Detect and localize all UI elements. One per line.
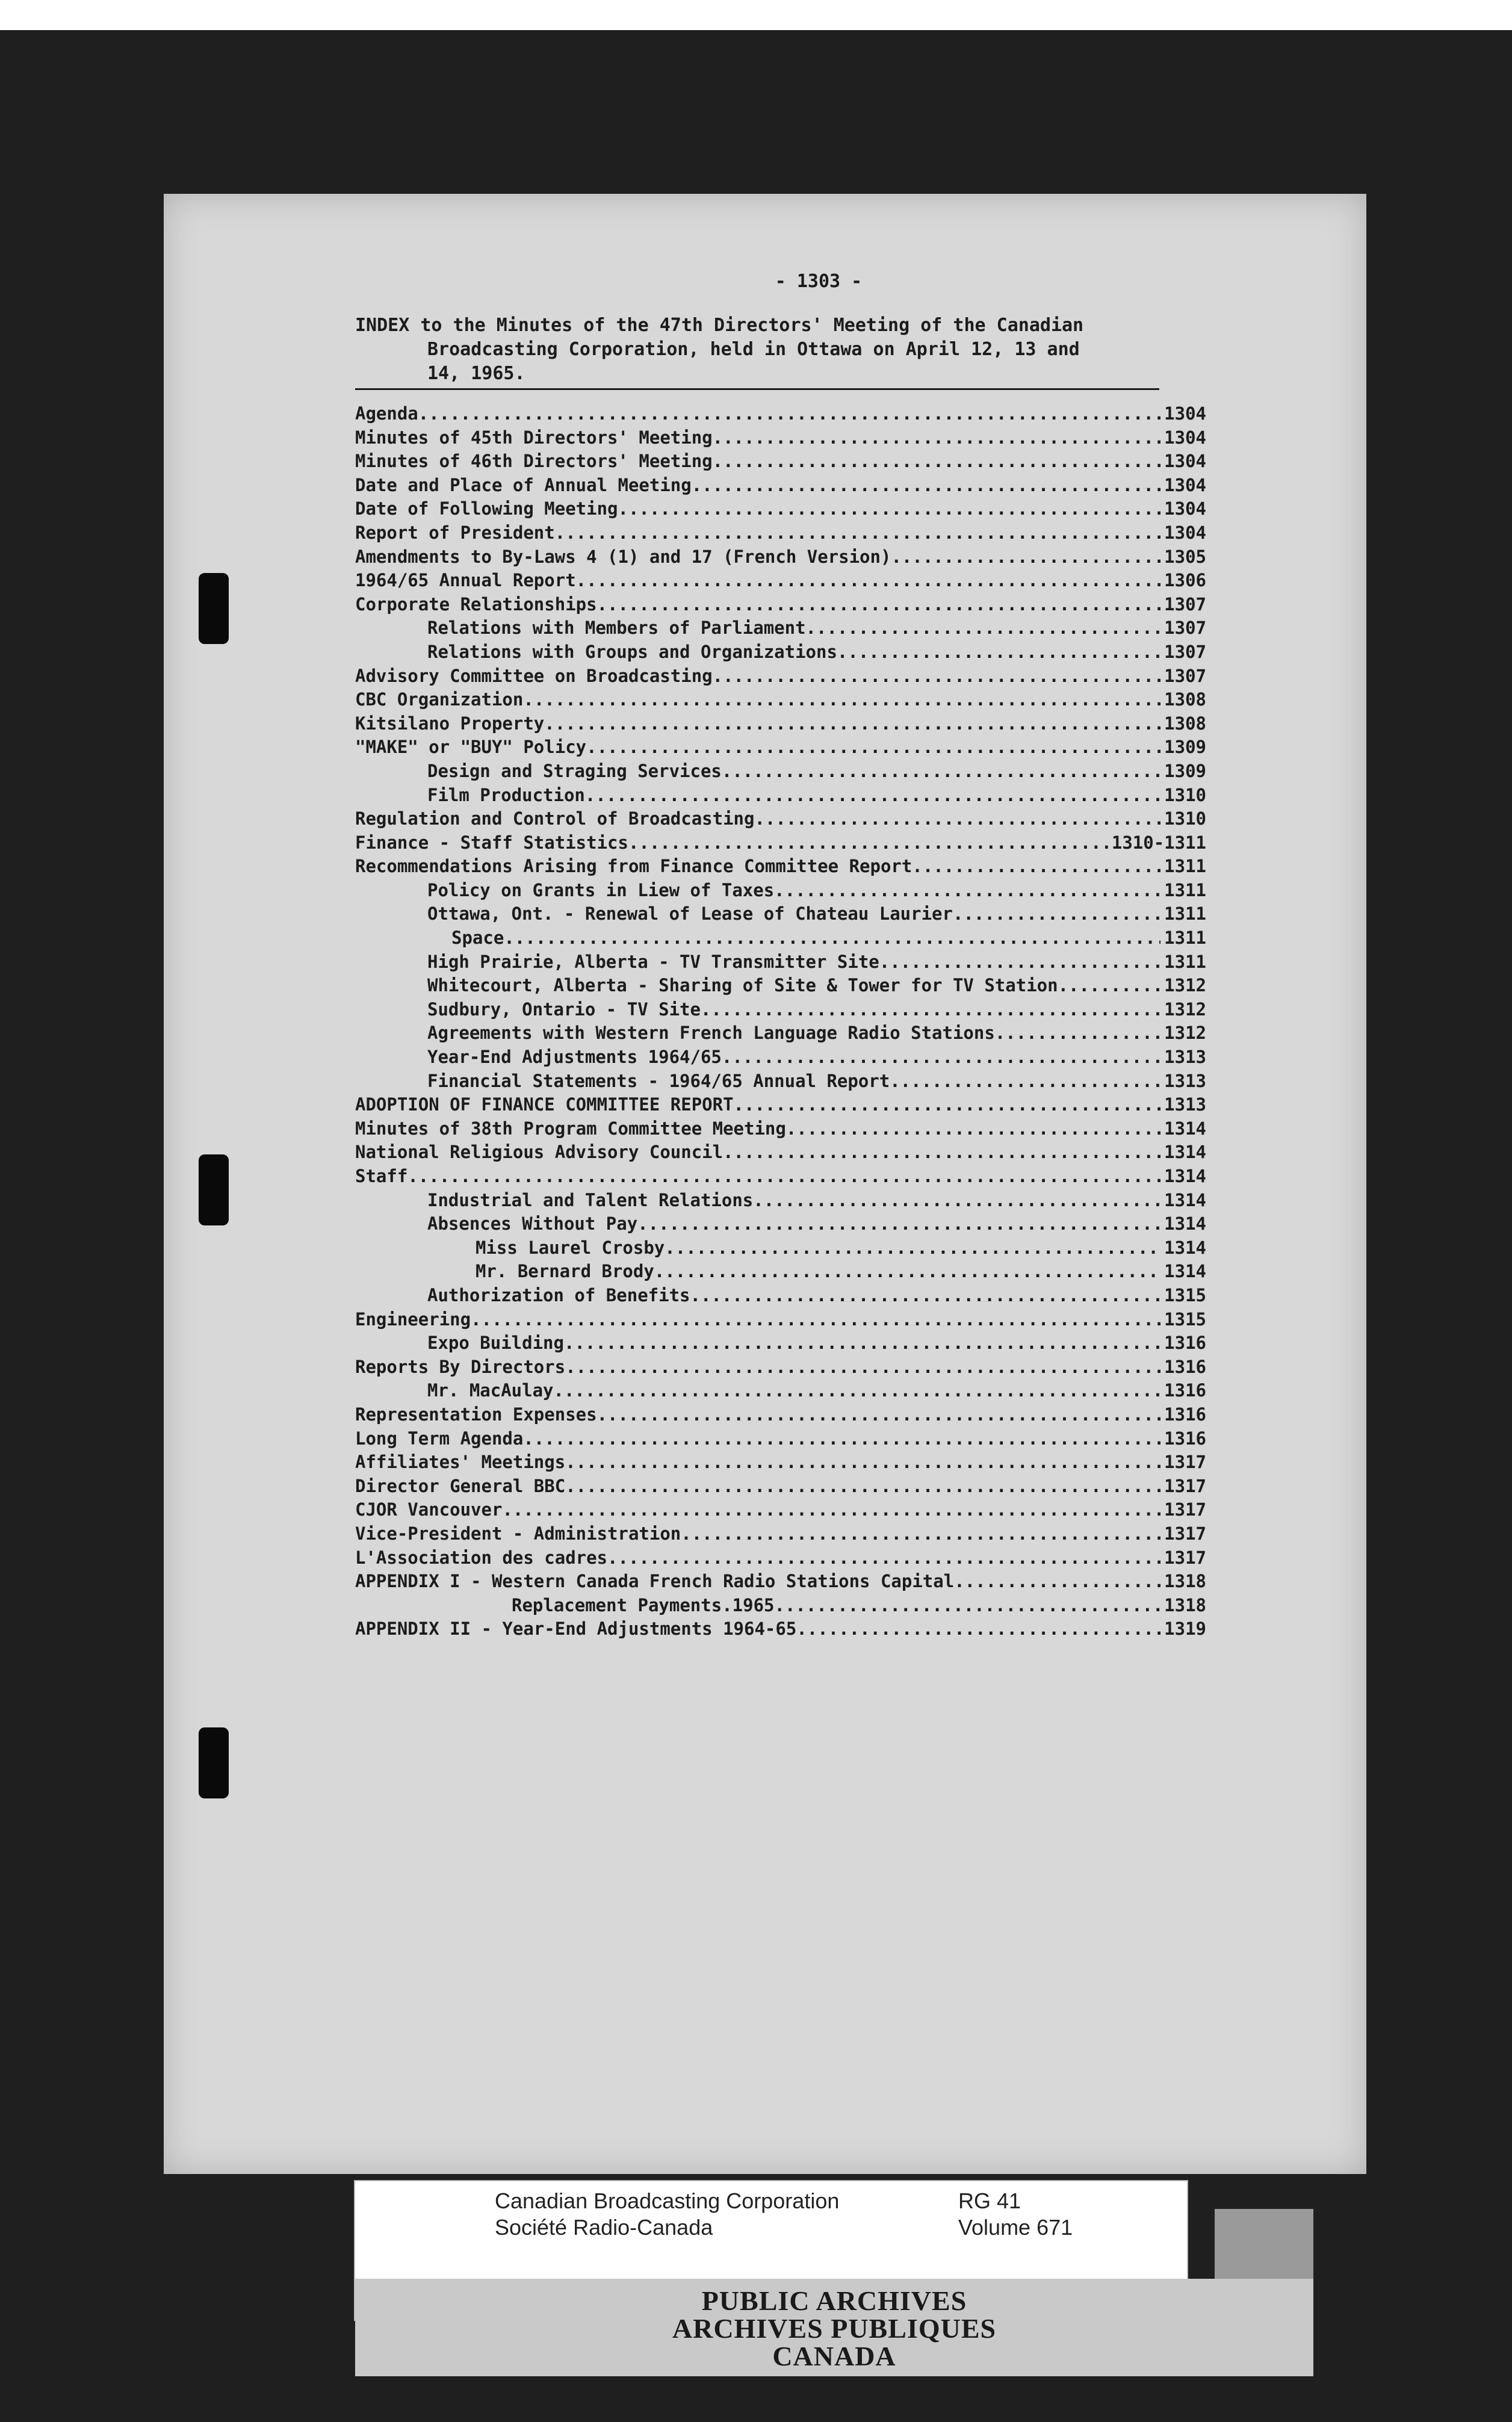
index-entry <box>355 450 1206 474</box>
index-entry <box>355 616 1206 640</box>
index-entry <box>355 1427 1206 1451</box>
index-entry <box>355 736 1206 760</box>
index-entry-page: 1314 <box>1164 1213 1206 1234</box>
index-entry <box>355 1284 1206 1308</box>
index-entry-page: 1305 <box>1164 546 1206 567</box>
heading-line-1: INDEX to the Minutes of the 47th Directors' Meeting of the Canadian <box>355 315 1084 336</box>
index-entry-title: Director General BBC <box>355 1475 566 1496</box>
index-entry-title: Agreements with Western French Language Radio Stations <box>427 1023 995 1044</box>
index-entry-title: Relations with Groups and Organizations <box>427 641 837 662</box>
index-entry-title: Finance - Staff Statistics <box>355 832 628 853</box>
index-entry-page: 1314 <box>1164 1237 1206 1258</box>
index-entry-page: 1316 <box>1164 1356 1206 1377</box>
index-entry <box>355 474 1206 498</box>
index-entry <box>355 569 1206 593</box>
index-entry-title: National Religious Advisory Council <box>355 1142 723 1163</box>
leader-dots <box>806 616 1161 640</box>
index-entry-page: 1315 <box>1164 1284 1206 1305</box>
leader-dots <box>713 664 1161 689</box>
index-entry-page: 1312 <box>1164 1023 1206 1044</box>
index-entry-title: Amendments to By-Laws 4 (1) and 17 (French Version) <box>355 546 891 567</box>
leader-dots <box>502 1498 1160 1522</box>
index-entry-title: "MAKE" or "BUY" Policy <box>355 737 587 758</box>
leader-dots <box>954 1570 1160 1594</box>
leader-dots <box>753 1189 1160 1213</box>
index-entry-page: 1308 <box>1164 713 1206 734</box>
index-entry-title: Kitsilano Property <box>355 713 545 734</box>
leader-dots <box>774 879 1160 903</box>
punch-hole-top <box>199 573 229 644</box>
leader-dots <box>637 1212 1160 1236</box>
index-entry-page: 1307 <box>1164 641 1206 662</box>
index-entry <box>355 1617 1206 1641</box>
index-entry-title: Affiliates' Meetings <box>355 1452 566 1473</box>
index-entry-title: Agenda <box>355 403 418 424</box>
index-entry <box>355 1093 1206 1117</box>
index-entry-page: 1312 <box>1164 999 1206 1020</box>
index-entry-page: 1311 <box>1164 856 1206 877</box>
index-entry-page: 1318 <box>1164 1571 1206 1592</box>
index-entry-page: 1319 <box>1164 1618 1206 1640</box>
index-entry-page: 1317 <box>1164 1475 1206 1496</box>
index-entry <box>355 593 1206 617</box>
index-entry-title: Vice-President - Administration <box>355 1523 681 1544</box>
index-entry-page: 1316 <box>1164 1428 1206 1449</box>
leader-dots <box>654 1260 1160 1284</box>
index-entry <box>355 1498 1206 1522</box>
leader-dots <box>837 640 1160 664</box>
index-entry <box>355 1117 1206 1141</box>
index-entry-title: Date of Following Meeting <box>355 498 618 519</box>
index-entry-title: High Prairie, Alberta - TV Transmitter Site <box>427 951 879 972</box>
index-entry-title: Report of President <box>355 522 555 543</box>
index-entry-page: 1314 <box>1164 1189 1206 1210</box>
heading-line-3: 14, 1965. <box>427 363 525 384</box>
index-entry-page: 1315 <box>1164 1309 1206 1330</box>
page-number: - 1303 - <box>775 271 863 292</box>
index-document <box>355 271 1210 1641</box>
index-heading <box>355 314 1210 386</box>
leader-dots <box>912 855 1160 879</box>
index-entry-title: ADOPTION OF FINANCE COMMITTEE REPORT <box>355 1094 734 1115</box>
public-archives-stamp <box>355 2279 1313 2376</box>
leader-dots <box>585 784 1160 808</box>
index-entry-page: 1310 <box>1164 784 1206 805</box>
index-entry-page: 1313 <box>1164 1070 1206 1091</box>
index-entry-title: Expo Building <box>427 1333 564 1354</box>
index-entry-title: Mr. Bernard Brody <box>476 1261 654 1282</box>
leader-dots <box>722 1045 1160 1070</box>
index-entry <box>355 1308 1206 1332</box>
index-entry <box>355 998 1206 1022</box>
index-entry-title: CBC Organization <box>355 689 524 710</box>
leader-dots <box>995 1021 1160 1045</box>
leader-dots <box>554 1379 1161 1403</box>
leader-dots <box>407 1165 1160 1189</box>
index-entry <box>355 688 1206 712</box>
index-entry-title: Year-End Adjustments 1964/65 <box>427 1047 722 1068</box>
index-entry-page: 1304 <box>1164 498 1206 519</box>
index-entry <box>355 1331 1206 1355</box>
index-entry <box>355 402 1206 426</box>
index-entry-title: Design and Straging Services <box>427 760 722 781</box>
leader-dots <box>618 497 1161 521</box>
document-page <box>164 194 1366 2174</box>
index-entry-page: 1317 <box>1164 1499 1206 1520</box>
leader-dots <box>1058 974 1161 998</box>
index-entry <box>355 784 1206 808</box>
index-entry-title: Minutes of 38th Program Committee Meeting <box>355 1118 786 1139</box>
leader-dots <box>723 1141 1160 1165</box>
index-entry-page: 1316 <box>1164 1404 1206 1425</box>
leader-dots <box>879 950 1160 974</box>
index-entry-page: 1311 <box>1164 879 1206 900</box>
leader-dots <box>713 426 1161 450</box>
leader-dots <box>576 569 1161 593</box>
index-entry-title: CJOR Vancouver <box>355 1499 503 1520</box>
index-entry <box>355 807 1206 831</box>
index-entry-page: 1307 <box>1164 665 1206 686</box>
index-entry-page: 1317 <box>1164 1547 1206 1568</box>
leader-dots <box>953 902 1160 926</box>
index-entry <box>355 1594 1206 1618</box>
index-entry <box>355 1212 1206 1236</box>
index-entry <box>355 497 1206 521</box>
index-entry <box>355 879 1206 903</box>
index-entry <box>355 831 1206 855</box>
leader-dots <box>418 402 1160 426</box>
index-entry-page: 1310 <box>1164 808 1206 829</box>
leader-dots <box>597 1403 1161 1427</box>
index-entry-title: Recommendations Arising from Finance Committee Report <box>355 856 912 877</box>
index-entry-page: 1311 <box>1164 928 1206 949</box>
index-entry-title: Replacement Payments.1965 <box>512 1594 775 1615</box>
index-entry <box>355 950 1206 974</box>
leader-dots <box>665 1236 1160 1260</box>
leader-dots <box>565 1355 1160 1380</box>
index-entry <box>355 545 1206 569</box>
index-entry <box>355 1165 1206 1189</box>
index-entry-page: 1314 <box>1164 1142 1206 1163</box>
index-entry <box>355 1522 1206 1546</box>
index-entry-page: 1304 <box>1164 474 1206 495</box>
index-entry-title: Financial Statements - 1964/65 Annual Report <box>427 1070 890 1091</box>
index-entry <box>355 1570 1206 1594</box>
index-entry-page: 1316 <box>1164 1380 1206 1401</box>
index-entry <box>355 1475 1206 1499</box>
index-entry <box>355 1189 1206 1213</box>
leader-dots <box>504 926 1160 950</box>
index-entry-page: 1316 <box>1164 1333 1206 1354</box>
index-entry-page: 1308 <box>1164 689 1206 710</box>
index-entry-page: 1307 <box>1164 618 1206 639</box>
leader-dots <box>734 1093 1161 1117</box>
index-entry-page: 1312 <box>1164 975 1206 996</box>
archive-label-org-en: Canadian Broadcasting Corporation <box>495 2188 840 2213</box>
index-entry-title: Industrial and Talent Relations <box>427 1189 754 1210</box>
index-entry <box>355 1070 1206 1094</box>
leader-dots <box>565 1475 1160 1499</box>
index-entry-page: 1307 <box>1164 593 1206 615</box>
leader-dots <box>565 1451 1160 1475</box>
stamp-line-1: PUBLIC ARCHIVES <box>701 2285 967 2316</box>
index-entry-page: 1310-1311 <box>1111 832 1206 853</box>
heading-line-2: Broadcasting Corporation, held in Ottawa on April 12, 13 and <box>427 339 1080 360</box>
index-entry-page: 1304 <box>1164 451 1206 472</box>
index-entry <box>355 521 1206 545</box>
index-entry-title: APPENDIX I - Western Canada French Radio Stations Capital <box>355 1571 955 1592</box>
index-entry <box>355 1403 1206 1427</box>
index-entry-title: APPENDIX II - Year-End Adjustments 1964-65 <box>355 1618 797 1640</box>
index-entry-page: 1311 <box>1164 903 1206 925</box>
index-list <box>355 402 1206 1641</box>
index-entry <box>355 712 1206 736</box>
index-entry <box>355 902 1206 926</box>
index-entry-title: Engineering <box>355 1309 471 1330</box>
punch-hole-bottom <box>199 1727 229 1798</box>
index-entry-page: 1309 <box>1164 760 1206 781</box>
archive-label-org-fr: Société Radio-Canada <box>495 2215 713 2240</box>
index-entry-page: 1304 <box>1164 403 1206 424</box>
stamp-line-3: CANADA <box>772 2341 896 2371</box>
index-entry-page: 1304 <box>1164 427 1206 448</box>
index-entry <box>355 1546 1206 1570</box>
index-entry-title: Mr. MacAulay <box>427 1380 554 1401</box>
leader-dots <box>796 1617 1160 1641</box>
leader-dots <box>523 1427 1160 1451</box>
index-entry-title: Authorization of Benefits <box>427 1284 690 1305</box>
index-entry-title: Staff <box>355 1166 408 1186</box>
index-entry <box>355 760 1206 784</box>
leader-dots <box>722 760 1160 784</box>
index-entry-title: Space <box>451 928 504 949</box>
leader-dots <box>891 545 1160 569</box>
leader-dots <box>597 593 1161 617</box>
stamp-line-2: ARCHIVES PUBLIQUES <box>672 2313 997 2344</box>
index-entry-page: 1314 <box>1164 1166 1206 1186</box>
index-entry-title: Miss Laurel Crosby <box>476 1237 665 1258</box>
heading-rule <box>355 388 1159 390</box>
index-entry-page: 1304 <box>1164 522 1206 543</box>
index-entry-title: Representation Expenses <box>355 1404 597 1425</box>
leader-dots <box>692 474 1160 498</box>
index-entry <box>355 1260 1206 1284</box>
index-entry-title: Reports By Directors <box>355 1356 566 1377</box>
index-entry-title: Film Production <box>427 784 585 805</box>
index-entry-page: 1318 <box>1164 1594 1206 1615</box>
index-entry-page: 1314 <box>1164 1118 1206 1139</box>
index-entry <box>355 1045 1206 1070</box>
index-entry-title: Sudbury, Ontario - TV Site <box>427 999 701 1020</box>
index-entry-title: Long Term Agenda <box>355 1428 524 1449</box>
index-entry-title: Whitecourt, Alberta - Sharing of Site & Tower for TV Station <box>427 975 1058 996</box>
leader-dots <box>890 1070 1160 1094</box>
index-entry-title: Regulation and Control of Broadcasting <box>355 808 755 829</box>
index-entry <box>355 1021 1206 1045</box>
index-entry <box>355 1451 1206 1475</box>
leader-dots <box>754 807 1160 831</box>
index-entry-page: 1314 <box>1164 1261 1206 1282</box>
index-entry-title: Corporate Relationships <box>355 593 597 615</box>
index-entry <box>355 974 1206 998</box>
index-entry-title: Minutes of 46th Directors' Meeting <box>355 451 713 472</box>
index-entry-page: 1317 <box>1164 1523 1206 1544</box>
index-entry-title: 1964/65 Annual Report <box>355 570 576 591</box>
leader-dots <box>690 1284 1161 1308</box>
index-entry <box>355 1379 1206 1403</box>
index-entry <box>355 426 1206 450</box>
archive-label-volume: Volume 671 <box>958 2215 1073 2240</box>
leader-dots <box>713 450 1161 474</box>
index-entry-page: 1313 <box>1164 1094 1206 1115</box>
index-entry-title: Absences Without Pay <box>427 1213 638 1234</box>
leader-dots <box>471 1308 1160 1332</box>
index-entry <box>355 926 1206 950</box>
leader-dots <box>544 712 1160 736</box>
index-entry <box>355 640 1206 664</box>
index-entry <box>355 855 1206 879</box>
index-entry-page: 1313 <box>1164 1047 1206 1068</box>
index-entry <box>355 1355 1206 1380</box>
leader-dots <box>586 736 1160 760</box>
index-entry-title: L'Association des cadres <box>355 1547 608 1568</box>
index-entry-title: Policy on Grants in Liew of Taxes <box>427 879 775 900</box>
punch-hole-middle <box>199 1154 229 1225</box>
index-entry-page: 1306 <box>1164 570 1206 591</box>
index-entry-title: Date and Place of Annual Meeting <box>355 474 692 495</box>
archive-label-record-group: RG 41 <box>958 2188 1021 2213</box>
index-entry-page: 1311 <box>1164 951 1206 972</box>
leader-dots <box>523 688 1160 712</box>
leader-dots <box>564 1331 1160 1355</box>
leader-dots <box>701 998 1160 1022</box>
leader-dots <box>786 1117 1160 1141</box>
index-entry-title: Advisory Committee on Broadcasting <box>355 665 713 686</box>
leader-dots <box>681 1522 1160 1546</box>
index-entry-page: 1317 <box>1164 1452 1206 1473</box>
index-entry-title: Relations with Members of Parliament <box>427 618 806 639</box>
index-entry-title: Minutes of 45th Directors' Meeting <box>355 427 713 448</box>
leader-dots <box>775 1594 1161 1618</box>
index-entry-title: Ottawa, Ont. - Renewal of Lease of Chateau Laurier <box>427 903 953 925</box>
index-entry-page: 1309 <box>1164 737 1206 758</box>
index-entry <box>355 1141 1206 1165</box>
leader-dots <box>628 831 1108 855</box>
leader-dots <box>607 1546 1160 1570</box>
index-entry <box>355 664 1206 689</box>
leader-dots <box>555 521 1160 545</box>
index-entry <box>355 1236 1206 1260</box>
